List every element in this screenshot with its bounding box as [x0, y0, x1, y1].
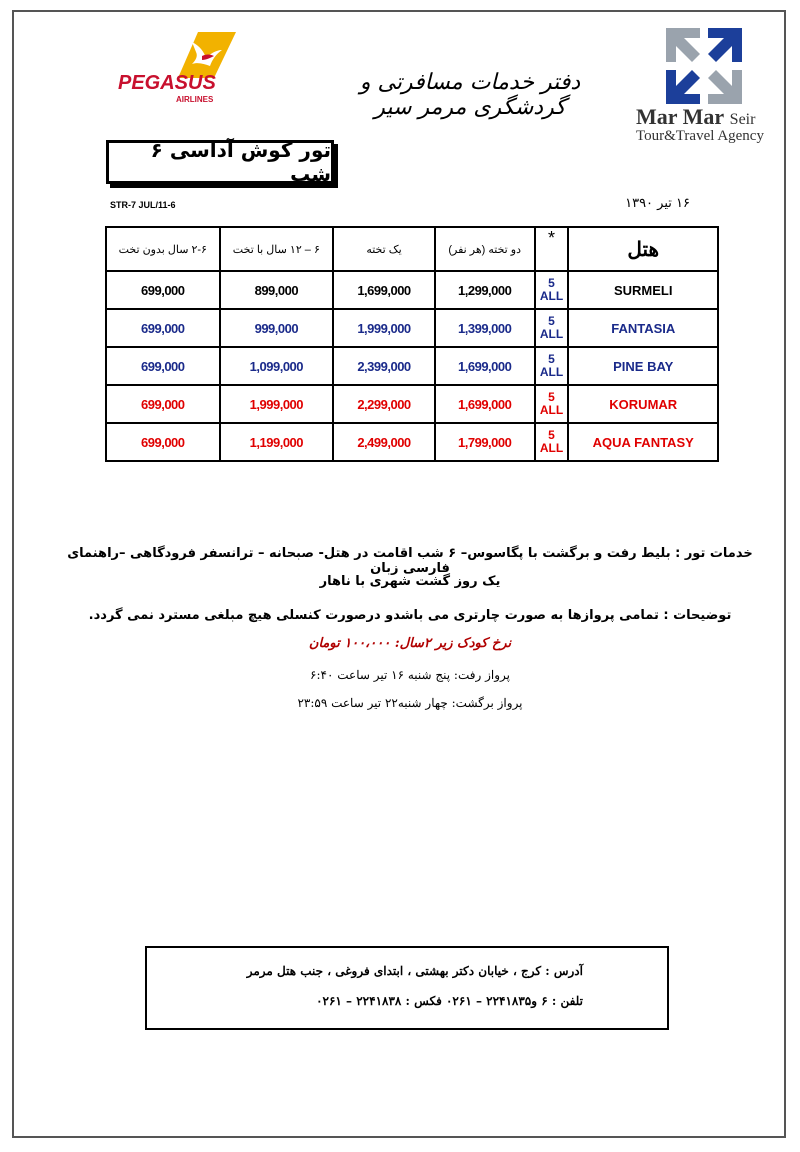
cell-child-bed: 1,199,000	[220, 423, 334, 461]
marmar-logo-icon	[664, 26, 744, 106]
cell-hotel-name: FANTASIA	[568, 309, 718, 347]
table-header-row	[106, 227, 718, 271]
cell-double: 1,399,000	[435, 309, 535, 347]
pegasus-logo	[118, 32, 243, 104]
board-type: ALL	[539, 365, 564, 379]
star-count: 5	[548, 352, 555, 366]
footer-address: آدرس : کرج ، خیابان دکتر بهشتی ، ابتدای فروغی ، جنب هتل مرمر	[246, 964, 583, 978]
table-row	[106, 309, 718, 347]
cell-child-nobed: 699,000	[106, 309, 220, 347]
cell-hotel-name: KORUMAR	[568, 385, 718, 423]
board-type: ALL	[539, 441, 564, 455]
cell-star	[535, 347, 569, 385]
marmar-name-main: Mar Mar	[636, 104, 725, 129]
header-double: دو تخته (هر نفر)	[435, 227, 535, 271]
cell-star	[535, 309, 569, 347]
cell-double: 1,699,000	[435, 385, 535, 423]
cell-child-bed: 1,099,000	[220, 347, 334, 385]
footer-phone: تلفن : ۶ و۲۲۴۱۸۳۵ – ۰۲۶۱ فکس : ۲۲۴۱۸۳۸ – ۰۲۶۱	[316, 994, 583, 1008]
pegasus-subtitle: AIRLINES	[176, 95, 214, 104]
notes-line: توضیحات : تمامی پروازها به صورت چارتری می باشدو درصورت کنسلی هیچ مبلغی مسترد نمی گردد.	[88, 608, 732, 623]
star-count: 5	[548, 314, 555, 328]
star-count: 5	[548, 276, 555, 290]
table-row	[106, 385, 718, 423]
agency-title: دفتر خدمات مسافرتی و گردشگری مرمر سیر	[359, 70, 581, 120]
cell-child-nobed: 699,000	[106, 271, 220, 309]
cell-child-bed: 1,999,000	[220, 385, 334, 423]
star-count: 5	[548, 390, 555, 404]
board-type: ALL	[539, 327, 564, 341]
child-rate: نرخ کودک زیر ۲سال: ۱۰۰،۰۰۰ تومان	[308, 636, 512, 651]
board-type: ALL	[539, 289, 564, 303]
cell-child-nobed: 699,000	[106, 423, 220, 461]
cell-hotel-name: SURMELI	[568, 271, 718, 309]
cell-double: 1,299,000	[435, 271, 535, 309]
cell-double: 1,699,000	[435, 347, 535, 385]
header-single: یک تخته	[333, 227, 435, 271]
cell-child-bed: 899,000	[220, 271, 334, 309]
cell-single: 1,699,000	[333, 271, 435, 309]
tour-code: STR-7 JUL/11-6	[110, 200, 176, 210]
tour-title: تور کوش آداسی ۶ شب	[150, 138, 331, 186]
cell-single: 2,399,000	[333, 347, 435, 385]
cell-star	[535, 271, 569, 309]
marmar-subtitle: Tour&Travel Agency	[636, 128, 764, 144]
board-type: ALL	[539, 403, 564, 417]
cell-single: 2,299,000	[333, 385, 435, 423]
cell-child-nobed: 699,000	[106, 347, 220, 385]
cell-single: 1,999,000	[333, 309, 435, 347]
header-star: *	[535, 227, 569, 271]
cell-child-bed: 999,000	[220, 309, 334, 347]
footer-box	[145, 946, 669, 1030]
table-row	[106, 423, 718, 461]
marmar-name-seir: Seir	[729, 111, 756, 128]
table-row	[106, 347, 718, 385]
marmar-name	[636, 104, 786, 130]
header-child-bed: ۶ – ۱۲ سال با تخت	[220, 227, 334, 271]
tour-title-box	[106, 140, 334, 184]
services-line-2: یک روز گشت شهری با ناهار	[319, 574, 501, 589]
cell-child-nobed: 699,000	[106, 385, 220, 423]
tour-date: ۱۶ تیر ۱۳۹۰	[625, 196, 690, 211]
pegasus-wordmark: PEGASUS	[118, 72, 216, 94]
cell-double: 1,799,000	[435, 423, 535, 461]
flight-back: پرواز برگشت: چهار شنبه۲۲ تیر ساعت ۲۳:۵۹	[297, 696, 523, 710]
header-child-nobed: ۲-۶ سال بدون تخت	[106, 227, 220, 271]
cell-single: 2,499,000	[333, 423, 435, 461]
header-hotel: هتل	[568, 227, 718, 271]
flight-out: پرواز رفت: پنج شنبه ۱۶ تیر ساعت ۶:۴۰	[310, 668, 510, 682]
price-table	[105, 226, 719, 462]
star-count: 5	[548, 428, 555, 442]
cell-hotel-name: PINE BAY	[568, 347, 718, 385]
cell-star	[535, 423, 569, 461]
cell-star	[535, 385, 569, 423]
table-row	[106, 271, 718, 309]
cell-hotel-name: AQUA FANTASY	[568, 423, 718, 461]
services-line-1: خدمات تور : بلیط رفت و برگشت با پگاسوس– ۶ شب اقامت در هتل- صبحانه – ترانسفر فرودگاهی –راهنمای فارسی زبان	[67, 546, 753, 576]
